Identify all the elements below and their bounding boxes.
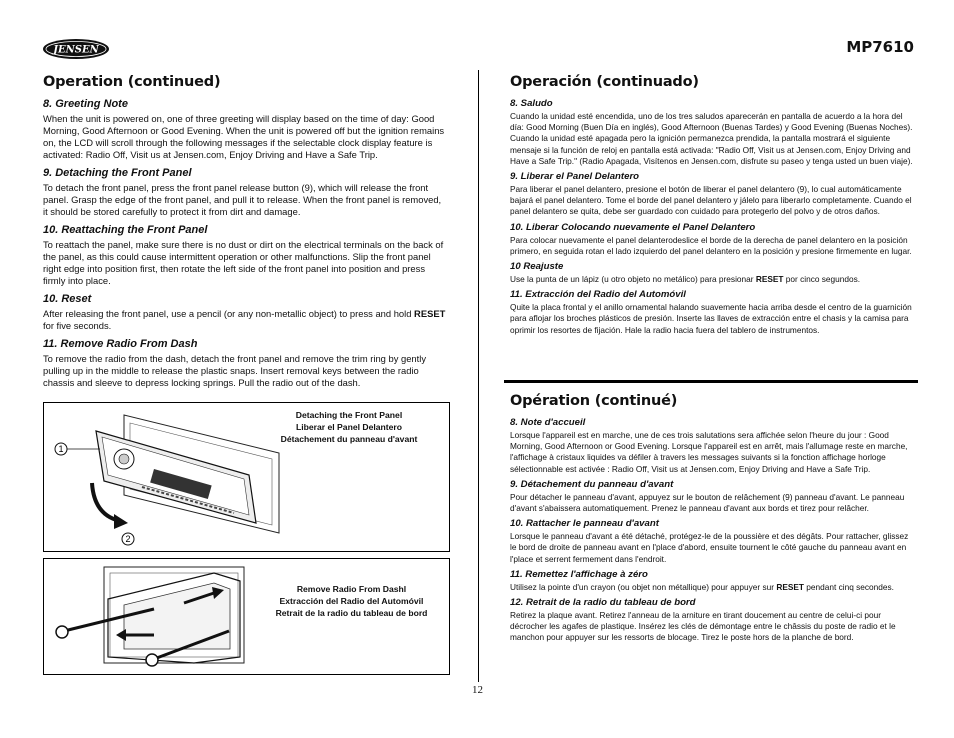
section-heading: 9. Détachement du panneau d'avant (510, 478, 674, 490)
figure-detach-panel (43, 402, 450, 552)
section-text: Pour détacher le panneau d'avant, appuyez sur le bouton de relâchement (9) panneau d'avant. Le panneau d'avant s'abaissera automatiquement. Prenez le panneau d'avant aux bords et tirez pour relâcher. (510, 491, 905, 514)
section-heading: 10. Reattaching the Front Panel (43, 224, 208, 236)
page-number: 12 (472, 684, 483, 696)
section-heading: 9. Detaching the Front Panel (43, 167, 192, 179)
jensen-logo (42, 38, 110, 60)
section-heading: 10. Rattacher le panneau d'avant (510, 518, 659, 530)
section-text: When the unit is powered on, one of three greeting will display based on the time of day: Good Morning, Good Afternoon or Good Evening. When the unit is powered off but the ignition remains on, the LCD will scroll through the following messages if the selectable clock display feature is activated: Radio Off, Visit us at Jensen.com, Enjoy Driving and Have a Safe Trip. (43, 113, 445, 160)
reset-keyword: RESET (414, 308, 446, 319)
section-text: Retirez la plaque avant. Retirez l'anneau de la arniture en tirant doucement au centre de celui-ci pour décrocher les agafes de plastique. Insérez les clés de démontage entre le châssis du poste de radio et le manchon pour appuyer sur les ressorts de blocage. Tirez le poste hors de la planche de bord. (510, 610, 896, 643)
section-heading: 10 Reajuste (510, 261, 564, 273)
english-column (43, 74, 447, 393)
svg-text:JENSEN: JENSEN (53, 44, 99, 56)
section-text: Quite la placa frontal y el anillo ornamental halando suavemente hacia arriba desde el centro de la guarnición para aflojar los broches plásticos de presión. Inserte las llaves de extracción entre el chasis y la camisa para oprimir los resortes de fijación. Hale la radio hacia fuera del tablero de instrumentos. (510, 302, 912, 335)
section-text: Para liberar el panel delantero, presione el botón de liberar el panel delantero (9), lo cual automáticamente bajará el panel delantero. Tome el borde del panel delantero y jálelo para liberarlo completamente. Cuando el panel delantero se quita, debe ser guardado con cuidado para protegerlo del polvo y de otros daños. (510, 184, 912, 217)
section-heading: 8. Note d'accueil (510, 417, 586, 428)
section-text: After releasing the front panel, use a pencil (or any non-metallic object) to press and hold RESET for five seconds. (43, 308, 446, 331)
section-text: To reattach the panel, make sure there is no dust or dirt on the electrical terminals on the back of the panel, as this could cause intermittent operation or other malfunctions. Slip the front panel right edge into position first, then rotate the left side of the front panel into position and press firmly into place. (43, 239, 444, 286)
spanish-title: Operación (continuado) (510, 74, 699, 90)
section-text: Lorsque l'appareil est en marche, une de ces trois salutations sera affichée selon l'heure du jour : Good Morning, Good Afternoon or Good Evening. Lorsque l'appareil est en arrêt, mais l'allumage reste en marche, l'affichage à cristaux liquides va défiler à travers les messages suivants si la fonction affichage horloge sélectionnable est activée : Radio Off, Visit us at Jensen.com, Enjoy Driving and Have a Safe Trip. (510, 430, 908, 474)
section-heading: 11. Remove Radio From Dash (43, 338, 198, 350)
column-divider (478, 70, 479, 682)
reset-keyword: RESET (776, 581, 804, 592)
figure-caption: Remove Radio From Dashl Extracción del Radio del Automóvil Retrait de la radio du tableau de bord (275, 584, 428, 618)
callout-1: 1 (58, 444, 64, 454)
section-heading: 8. Greeting Note (43, 98, 128, 110)
section-text: Use la punta de un lápiz (u otro objeto no metálico) para presionar RESET por cinco segundos. (510, 274, 861, 285)
section-text: Utilisez la pointe d'un crayon (ou objet non métallique) pour appuyer sur RESET pendant cinq secondes. (510, 581, 894, 592)
section-heading: 11. Extracción del Radio del Automóvil (510, 289, 686, 301)
section-heading: 10. Reset (43, 293, 92, 305)
english-title: Operation (continued) (43, 74, 221, 90)
section-heading: 10. Liberar Colocando nuevamente el Panel Delantero (510, 221, 756, 233)
section-text: Lorsque le panneau d'avant a été détaché, protégez-le de la poussière et des dégâts. Pour rattacher, glissez le bord de droite de panneau avant en l'place d'abord, ensuite tournent le côté gauche du panneau avant en l'place et serrent fermement dans l'endroit. (510, 531, 909, 564)
french-title: Opération (continué) (510, 393, 678, 409)
reset-keyword: RESET (755, 274, 784, 285)
section-divider (504, 380, 918, 383)
figure-remove-radio (43, 558, 450, 675)
french-column (510, 393, 916, 646)
callout-2: 2 (125, 534, 131, 544)
model-number: MP7610 (846, 38, 914, 56)
section-text: Cuando la unidad esté encendida, uno de los tres saludos aparecerán en pantalla de acuerdo a la hora del día: Good Morning (Buen Día en inglés), Good Afternoon (Buenas Tardes) y Good Evening (Buenas Noches). Cuando la unidad esté apagada pero la ignición permanezca prendida, la pantalla mostrará el siguiente mensaje si la función de reloj en pantalla está activada: "Radio Off, Visit us at Jensen.com, Enjoy Driving and Have a Safe Trip." (Radio Apagada, Visítenos en Jensen.com, disfrute su paseo y tenga usted un buen viaje). (510, 111, 913, 166)
section-heading: 12. Retrait de la radio du tableau de bord (510, 597, 696, 609)
section-heading: 9. Liberar el Panel Delantero (510, 171, 640, 183)
spanish-column (510, 74, 916, 338)
section-text: To remove the radio from the dash, detach the front panel and remove the trim ring by gently pulling up in the middle to release the plastic snaps. Insert removal keys between the radio chassis and sleeve to depress locking springs. Pull the radio out of the dash. (43, 353, 427, 388)
figure-caption: Detaching the Front Panel Liberar el Panel Delantero Détachement du panneau d'avant (280, 410, 418, 444)
section-text: To detach the front panel, press the front panel release button (9), which will release the front panel. Grasp the edge of the front panel, and pull it to release. When the front panel is removed, it should be stored carefully to protect it from dirt and damage. (43, 182, 442, 217)
section-heading: 11. Remettez l'affichage à zéro (510, 568, 648, 580)
section-text: Para colocar nuevamente el panel delanterodeslice el borde de la derecha de panel delantero en la posición primero, en seguida rotan el lado izquierdo del panel delantero en la posición y presione firmemente en lugar. (510, 234, 912, 256)
section-heading: 8. Saludo (510, 98, 553, 109)
